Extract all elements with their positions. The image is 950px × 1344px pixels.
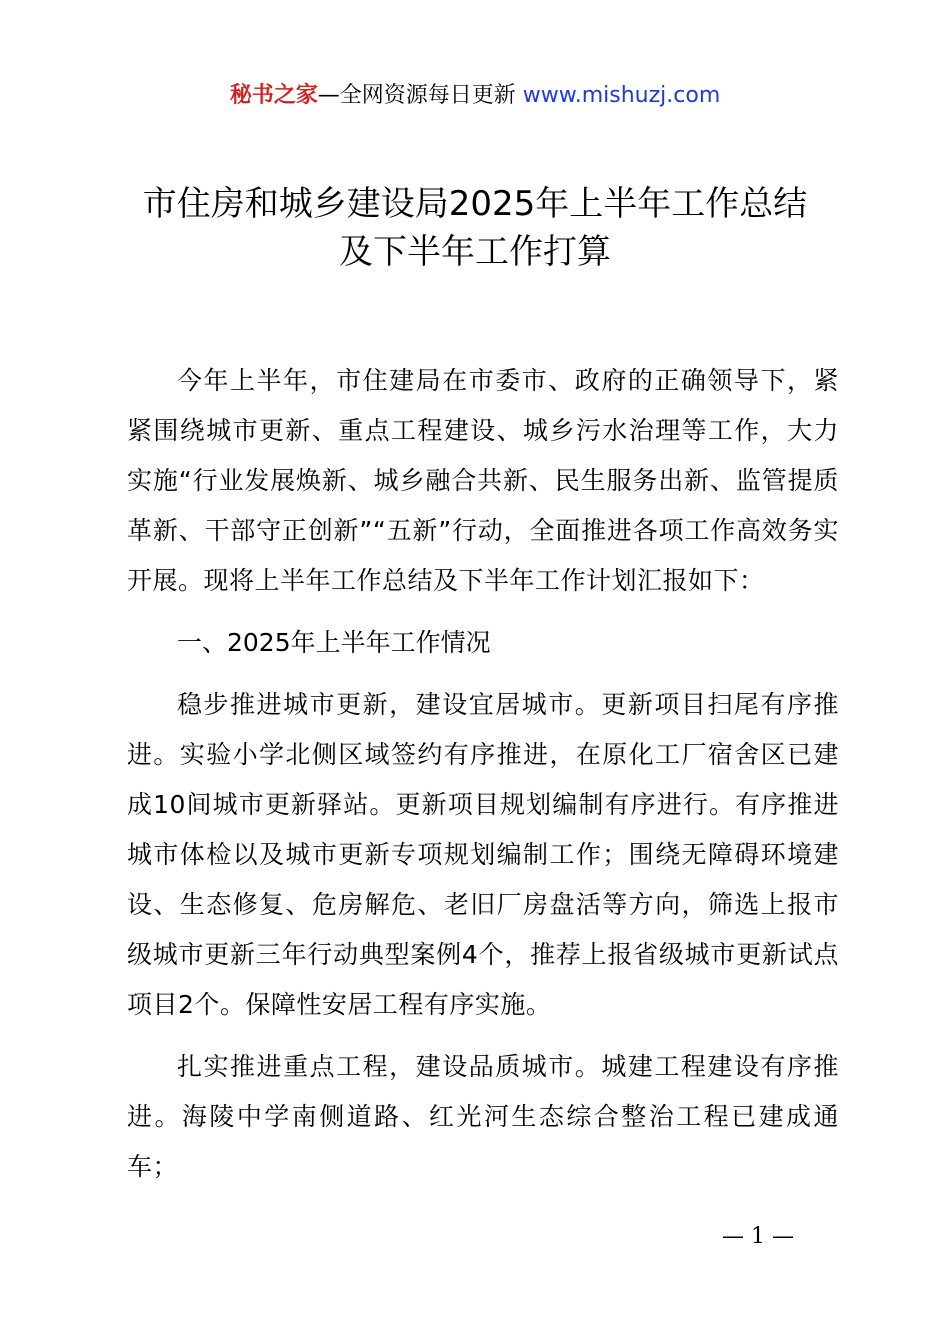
brand-name: 秘书之家 (229, 83, 318, 108)
document-body (127, 356, 839, 1204)
title-line-1: 市住房和城乡建设局2025年上半年工作总结 (142, 184, 808, 224)
site-header (0, 80, 950, 112)
title-line-2: 及下半年工作打算 (339, 232, 611, 272)
body-paragraph-1: 稳步推进城市更新，建设宜居城市。更新项目扫尾有序推进。实验小学北侧区域签约有序推进，在原化工厂宿舍区已建成10间城市更新驿站。更新项目规划编制有序进行。有序推进城市体检以及城市更新专项规划编制工作；围绕无障碍环境建设、生态修复、危房解危、老旧厂房盘活等方向，筛选上报市级城市更新三年行动典型案例4个，推荐上报省级城市更新试点项目2个。保障性安居工程有序实施。 (127, 690, 839, 1019)
site-url[interactable]: www.mishuzj.com (522, 83, 721, 108)
section-heading: 一、2025年上半年工作情况 (177, 628, 491, 657)
document-title (100, 180, 850, 276)
intro-paragraph: 今年上半年，市住建局在市委市、政府的正确领导下，紧紧围绕城市更新、重点工程建设、城乡污水治理等工作，大力实施“行业发展焕新、城乡融合共新、民生服务出新、监管提质革新、干部守正创新”“五新”行动，全面推进各项工作高效务实开展。现将上半年工作总结及下半年工作计划汇报如下： (127, 366, 839, 595)
page-number: — 1 — (722, 1224, 794, 1249)
body-paragraph-2: 扎实推进重点工程，建设品质城市。城建工程建设有序推进。海陵中学南侧道路、红光河生态综合整治工程已建成通车； (127, 1052, 839, 1181)
header-tagline: —全网资源每日更新 (317, 83, 516, 108)
